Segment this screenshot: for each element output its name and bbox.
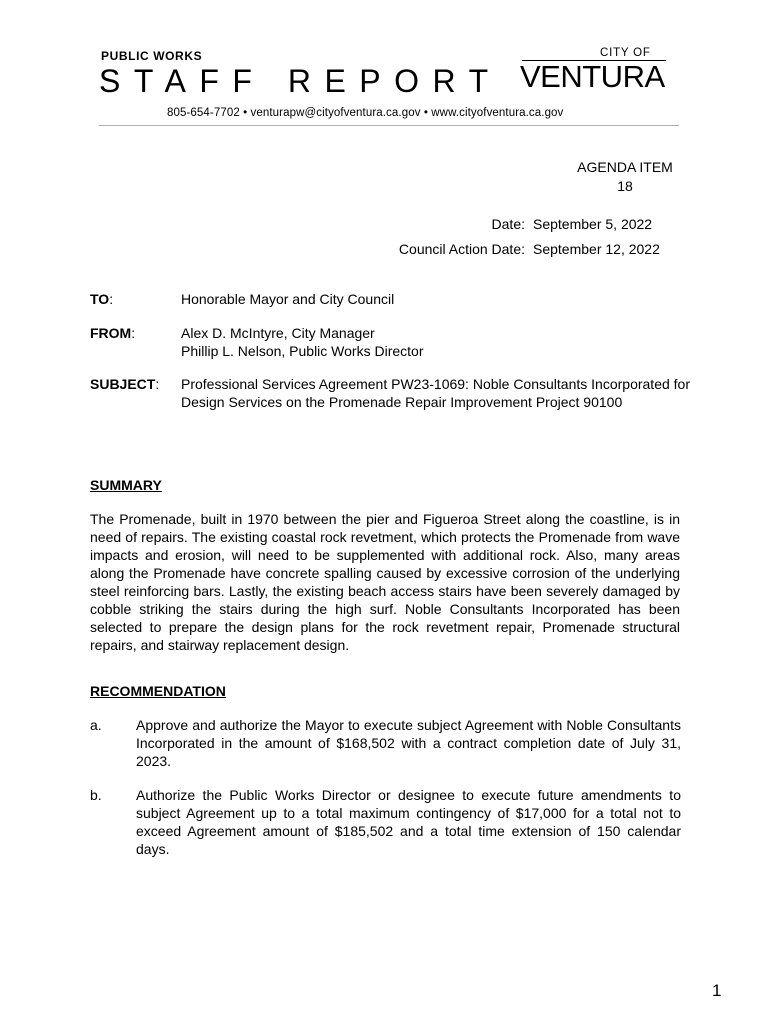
item-marker: a. <box>90 717 102 733</box>
from-label: FROM <box>90 325 132 341</box>
agenda-item <box>560 158 690 196</box>
date-value: September 5, 2022 <box>533 216 653 232</box>
date-label: Date: <box>491 216 525 232</box>
from-line-1: Alex D. McIntyre, City Manager <box>181 325 375 341</box>
report-title: STAFF REPORT <box>99 63 502 99</box>
item-text: Authorize the Public Works Director or designee to execute future amendments to subject Agreement up to a total maximum contingency of $17,000 for a total not to exceed Agreement amount of $185,502 and a total time extension of 150 calendar days. <box>136 787 681 857</box>
city-of-label: CITY OF <box>600 47 651 59</box>
contact-line: 805-654-7702 • venturapw@cityofventura.ca.gov • www.cityofventura.ca.gov <box>167 107 564 119</box>
summary-paragraph: The Promenade, built in 1970 between the pier and Figueroa Street along the coastline, is in need of repairs. The existing coastal rock revetment, which protects the Promenade from wave impacts and erosion, will need to be supplemented with additional rock. Also, many areas along the Promenade have concrete spalling caused by excessive corrosion of the underlying steel reinforcing bars. Lastly, the existing beach access stairs have been severely damaged by cobble striking the stairs during the high surf. Noble Consultants Incorporated has been selected to prepare the design plans for the rock revetment repair, Promenade structural repairs, and stairway replacement design. <box>90 511 680 653</box>
subject-label: SUBJECT <box>90 376 156 392</box>
city-logo: VENTURA <box>520 59 665 94</box>
subject-field: SUBJECT: Professional Services Agreement PW23-1069: Noble Consultants Incorporated for Design Services on the Promenade Repair Improvement Project 90100 <box>90 376 690 410</box>
to-field: TO: Honorable Mayor and City Council <box>90 290 690 308</box>
recommendation-heading: RECOMMENDATION <box>90 683 226 699</box>
date-row <box>399 212 674 237</box>
summary-heading: SUMMARY <box>90 477 162 493</box>
item-marker: b. <box>90 787 102 803</box>
page-number: 1 <box>712 981 722 1000</box>
recommendation-item <box>90 786 681 858</box>
to-label: TO <box>90 291 110 307</box>
from-field: FROM: Alex D. McIntyre, City Manager Phillip L. Nelson, Public Works Director <box>90 324 690 360</box>
council-date-label: Council Action Date: <box>398 240 525 257</box>
from-line-2: Phillip L. Nelson, Public Works Director <box>181 343 424 359</box>
agenda-label: AGENDA ITEM <box>577 159 673 175</box>
council-date-row <box>399 237 674 262</box>
recommendation-item <box>90 716 681 770</box>
to-value: Honorable Mayor and City Council <box>181 291 395 307</box>
council-date-value: September 12, 2022 <box>533 240 660 257</box>
header-divider <box>99 125 679 126</box>
subject-value: Professional Services Agreement PW23-1069: Noble Consultants Incorporated for Design Services on the Promenade Repair Improvement Project 90100 <box>181 376 690 410</box>
agenda-number: 18 <box>617 178 633 194</box>
department-label: PUBLIC WORKS <box>101 49 203 63</box>
item-text: Approve and authorize the Mayor to execute subject Agreement with Noble Consultants Incorporated in the amount of $168,502 with a contract completion date of July 31, 2023. <box>136 717 681 769</box>
dates-block <box>399 212 674 261</box>
